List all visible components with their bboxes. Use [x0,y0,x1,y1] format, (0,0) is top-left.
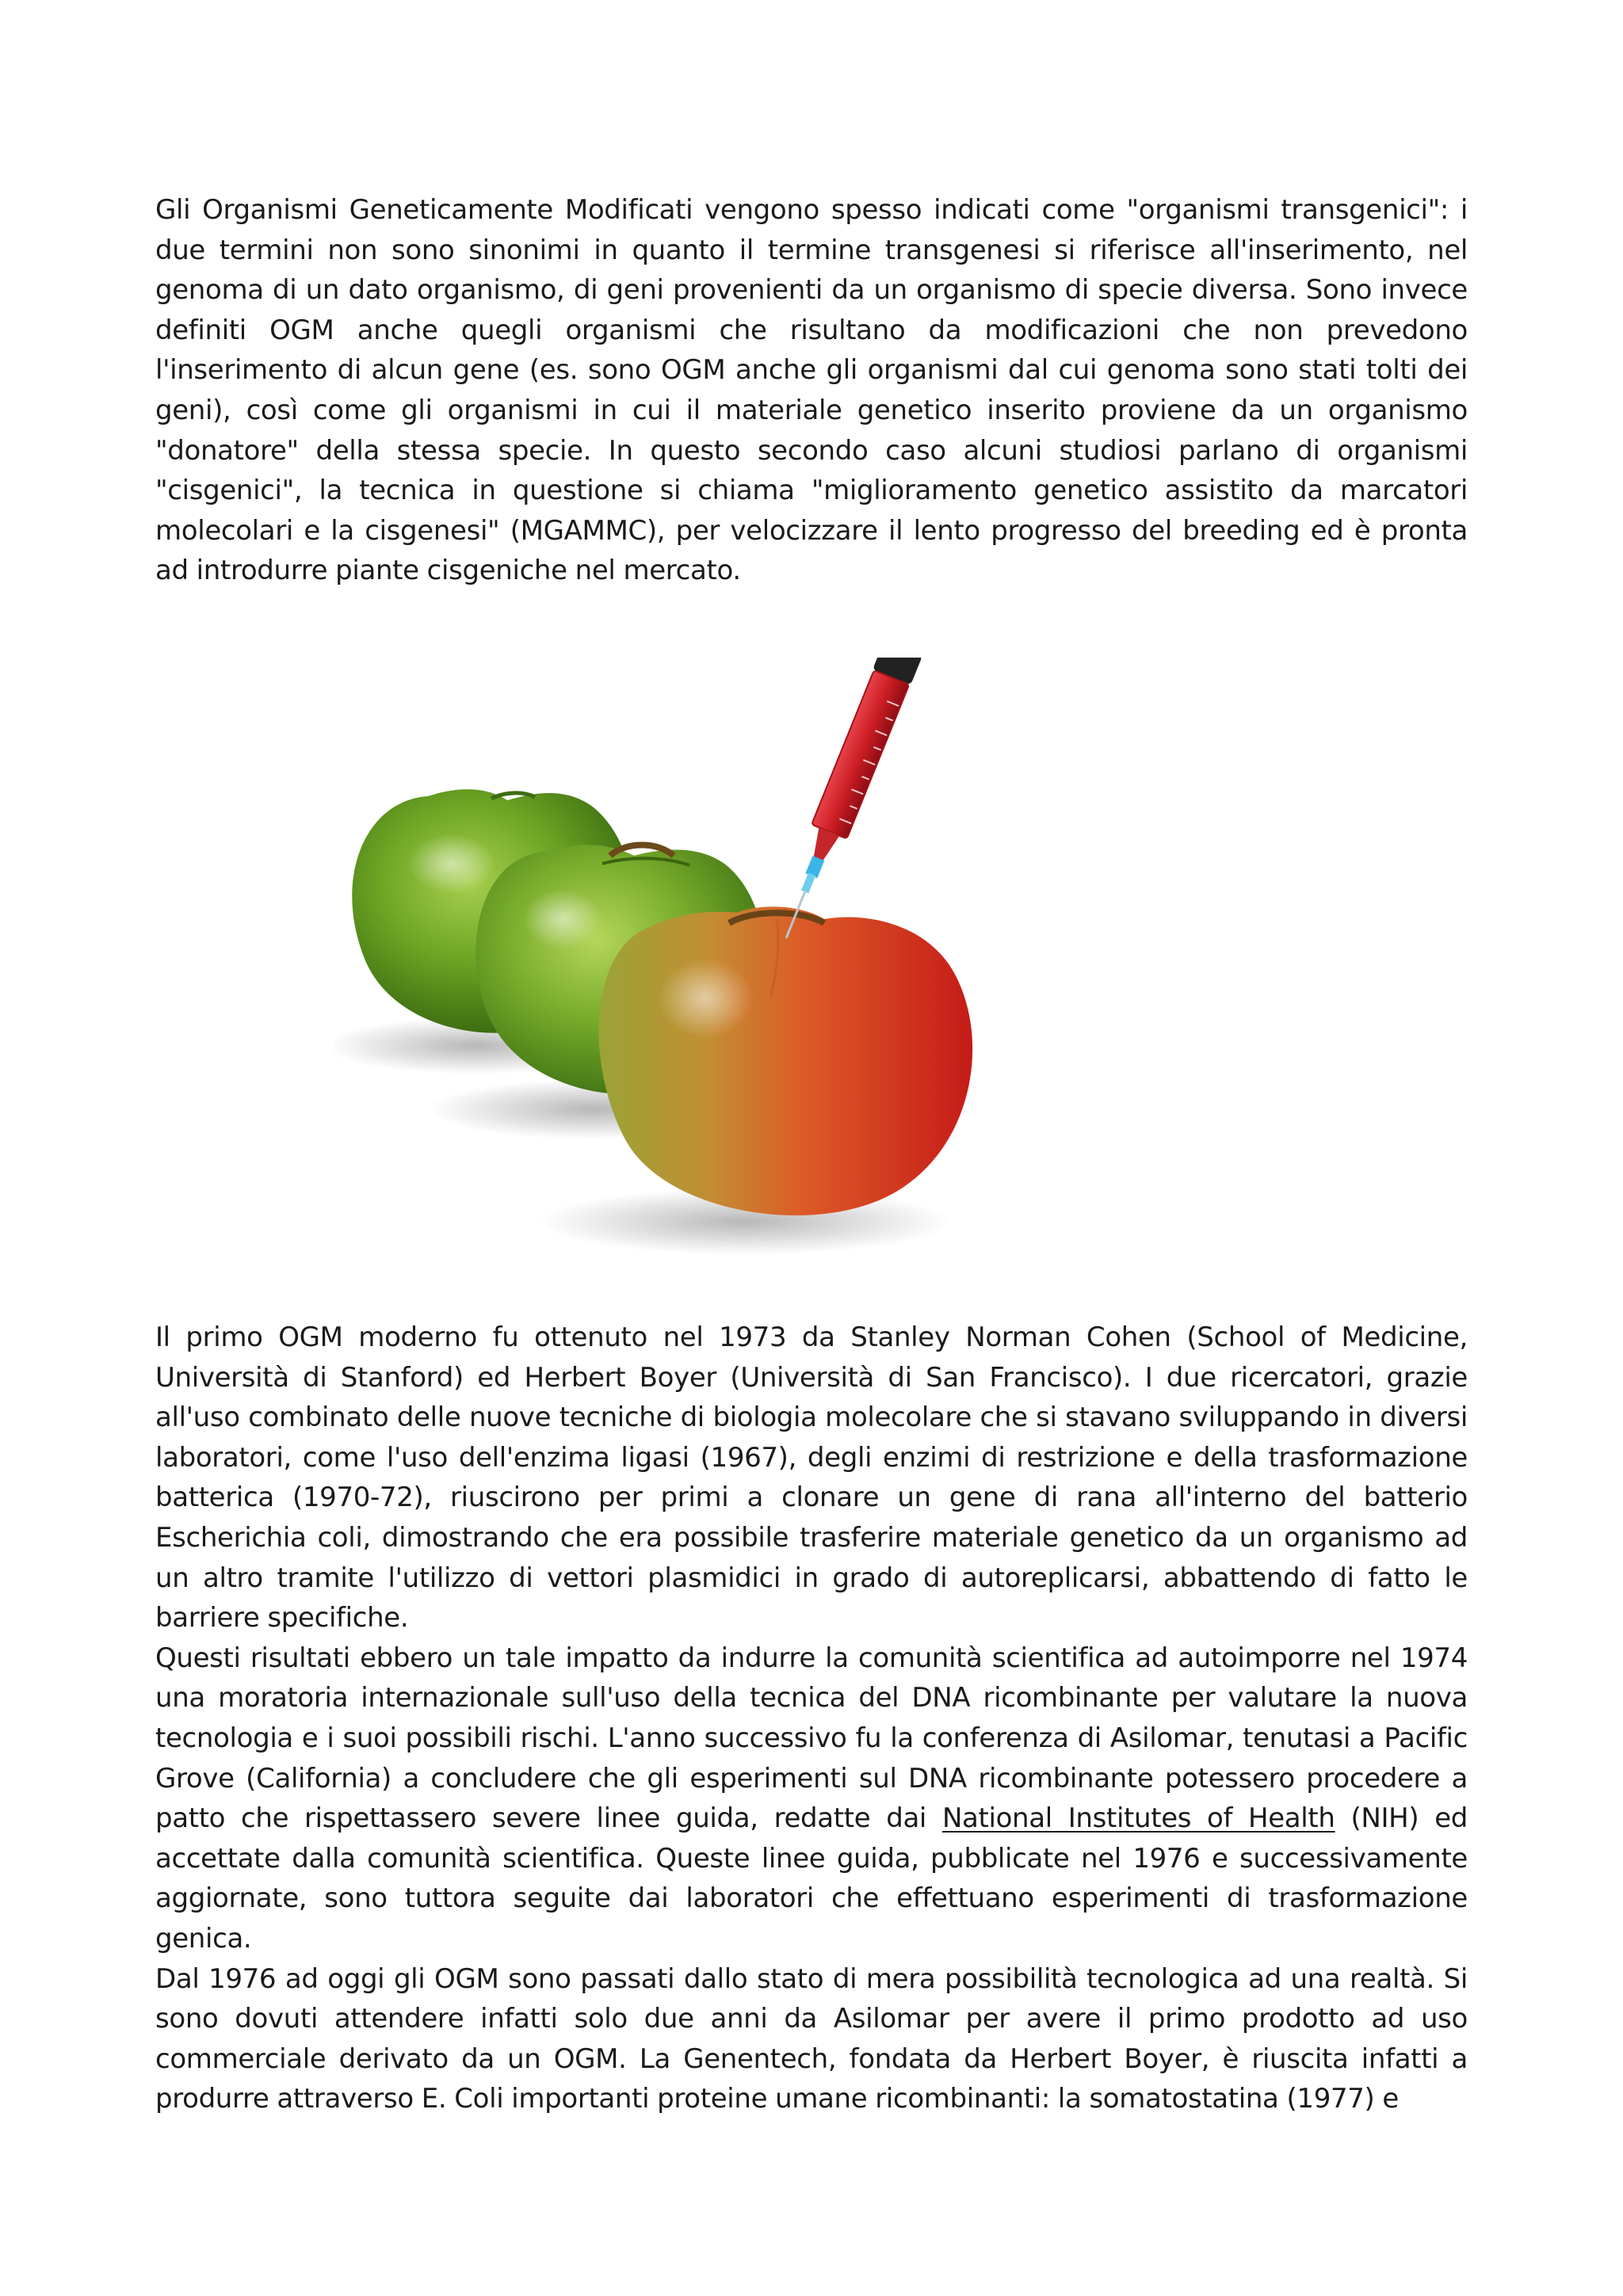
history-text-block [155,1318,1468,2119]
history-paragraph-2-start: Questi risultati ebbero un tale impatto da indurre la comunità scientifica ad autoimporre nel 1974 una moratoria internazionale sull'uso della tecnica del DNA ricombinante per valutare la nuova tecnologia e i suoi possibili rischi. L'anno successivo fu la conferenza di Asilomar, tenutasi a Pacific Grove (California) a concludere che gli esperimenti sul DNA ricombinante potessero procedere a patto che rispettassero severe linee guida, redatte dai [155,1642,1468,1835]
gmo-tomato-figure [333,658,1244,1260]
history-paragraph-1: Il primo OGM moderno fu ottenuto nel 1973 da Stanley Norman Cohen (School of Medicine, Università di Stanford) ed Herbert Boyer (Università di San Francisco). I due ricercatori, grazie all'uso combinato delle nuove tecniche di biologia molecolare che si stavano sviluppando in diversi laboratori, come l'uso dell'enzima ligasi (1967), degli enzimi di restrizione e della trasformazione batterica (1970-72), riuscirono per primi a clonare un gene di rana all'interno del batterio Escherichia coli, dimostrando che era possibile trasferire materiale genetico da un organismo ad un altro tramite l'utilizzo di vettori plasmidici in grado di autoreplicarsi, abbattendo di fatto le barriere specifiche. [155,1322,1468,1634]
history-paragraph-2 [155,1638,1468,1959]
history-paragraph-3: Dal 1976 ad oggi gli OGM sono passati dallo stato di mera possibilità tecnologica ad una realtà. Si sono dovuti attendere infatti solo due anni da Asilomar per avere il primo prodotto ad uso commerciale derivato da un OGM. La Genentech, fondata da Herbert Boyer, è riuscita infatti a produrre attraverso E. Coli importanti proteine umane ricombinanti: la somatostatina (1977) e [155,1962,1468,2115]
intro-text-block [155,190,1468,591]
intro-paragraph: Gli Organismi Geneticamente Modificati vengono spesso indicati come "organismi transgenici": i due termini non sono sinonimi in quanto il termine transgenesi si riferisce all'inserimento, nel genoma di un dato organismo, di geni provenienti da un organismo di specie diversa. Sono invece definiti OGM anche quegli organismi che risultano da modificazioni che non prevedono l'inserimento di alcun gene (es. sono OGM anche gli organismi dal cui genoma sono stati tolti dei geni), così come gli organismi in cui il materiale genetico inserito proviene da un organismo "donatore" della stessa specie. In questo secondo caso alcuni studiosi parlano di organismi "cisgenici", la tecnica in questione si chiama "miglioramento genetico assistito da marcatori molecolari e la cisgenesi" (MGAMMC), per velocizzare il lento progresso del breeding ed è pronta ad introdurre piante cisgeniche nel mercato. [155,194,1468,587]
history-paragraph-2-end: (NIH) ed accettate dalla comunità scientifica. Queste linee guida, pubblicate nel 1976 e successivamente aggiornate, sono tuttora seguite dai laboratori che effettuano esperimenti di trasformazione genica. [155,1802,1468,1955]
syringe [767,658,922,946]
red-tomato-front [599,906,973,1215]
tomato-syringe-illustration [333,658,1244,1260]
nih-link[interactable]: National Institutes of Health [941,1802,1335,1835]
